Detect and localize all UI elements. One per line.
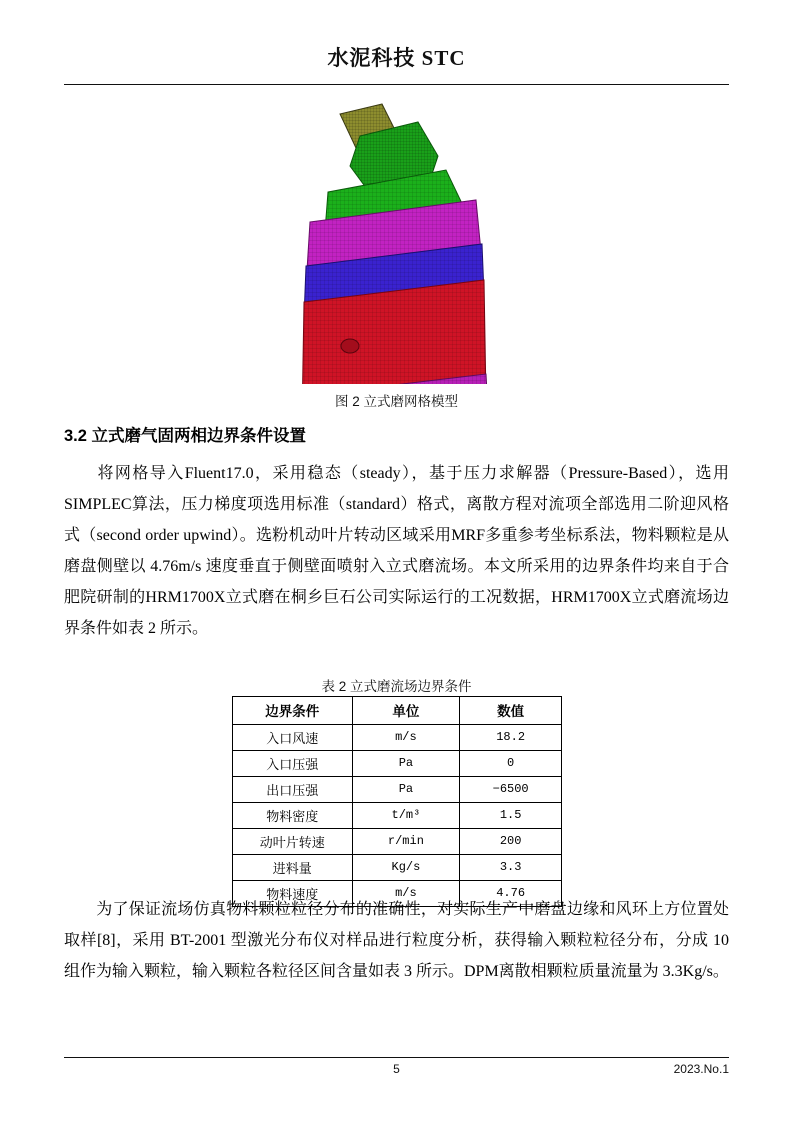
table-row (233, 725, 562, 751)
cell-unit: r/min (352, 829, 460, 855)
figure-vertical-mill-mesh (64, 96, 729, 386)
cell-condition: 出口压强 (233, 777, 353, 803)
cell-unit: Pa (352, 751, 460, 777)
table-row (233, 855, 562, 881)
table-header-unit: 单位 (352, 697, 460, 725)
cell-value: 0 (460, 751, 562, 777)
cell-value: 1.5 (460, 803, 562, 829)
cell-value: 3.3 (460, 855, 562, 881)
table-row (233, 829, 562, 855)
vertical-mill-mesh-graphic (232, 96, 562, 384)
table-header-value: 数值 (460, 697, 562, 725)
table-row (233, 751, 562, 777)
header-divider (64, 84, 729, 85)
cell-unit: Pa (352, 777, 460, 803)
cell-condition: 入口风速 (233, 725, 353, 751)
section-heading: 3.2 立式磨气固两相边界条件设置 (64, 427, 307, 445)
running-header (64, 42, 729, 72)
cell-value: 4.76 (460, 881, 562, 907)
journal-title: 水泥科技 STC (327, 46, 466, 70)
table-caption: 表 2 立式磨流场边界条件 (321, 679, 472, 694)
figure-caption: 图 2 立式磨网格模型 (334, 394, 458, 409)
table-header-row (233, 697, 562, 725)
cell-unit: m/s (352, 881, 460, 907)
page-content (64, 0, 729, 1122)
table-header-condition: 边界条件 (233, 697, 353, 725)
footer-divider (64, 1057, 729, 1058)
paragraph-particle-size (64, 894, 729, 987)
cell-condition: 入口压强 (233, 751, 353, 777)
table-row (233, 777, 562, 803)
cell-value: −6500 (460, 777, 562, 803)
cell-condition: 进料量 (233, 855, 353, 881)
issue-label: 2023.No.1 (673, 1062, 729, 1076)
cell-unit: t/m³ (352, 803, 460, 829)
cell-value: 200 (460, 829, 562, 855)
cell-unit: m/s (352, 725, 460, 751)
cell-condition: 动叶片转速 (233, 829, 353, 855)
boundary-conditions-table (232, 696, 562, 907)
table-row (233, 803, 562, 829)
cell-value: 18.2 (460, 725, 562, 751)
page-number: 5 (393, 1062, 400, 1076)
paragraph-1-text: 将网格导入Fluent17.0，采用稳态（steady），基于压力求解器（Pressure-Based），选用SIMPLEC算法，压力梯度项选用标准（standard）格式，离散方程对流项全部选用二阶迎风格式（second order upwind）。选粉机动叶片转动区域采用MRF多重参考坐标系法，物料颗粒是从磨盘侧壁以 4.76m/s 速度垂直于侧壁面喷射入立式磨流场。本文所采用的边界条件均来自于合肥院研制的HRM1700X立式磨在桐乡巨石公司实际运行的工况数据，HRM1700X立式磨流场边界条件如表 2 所示。 (64, 465, 729, 637)
cell-unit: Kg/s (352, 855, 460, 881)
paragraph-boundary-conditions (64, 458, 729, 644)
cell-condition: 物料密度 (233, 803, 353, 829)
paragraph-2-text: 为了保证流场仿真物料颗粒粒径分布的准确性，对实际生产中磨盘边缘和风环上方位置处取样[8]，采用 BT-2001 型激光分布仪对样品进行粒度分析，获得输入颗粒粒径分布，分成 10 组作为输入颗粒，输入颗粒各粒径区间含量如表 3 所示。DPM离散相颗粒质量流量为 3.3Kg/s。 (64, 901, 729, 980)
cell-condition: 物料速度 (233, 881, 353, 907)
